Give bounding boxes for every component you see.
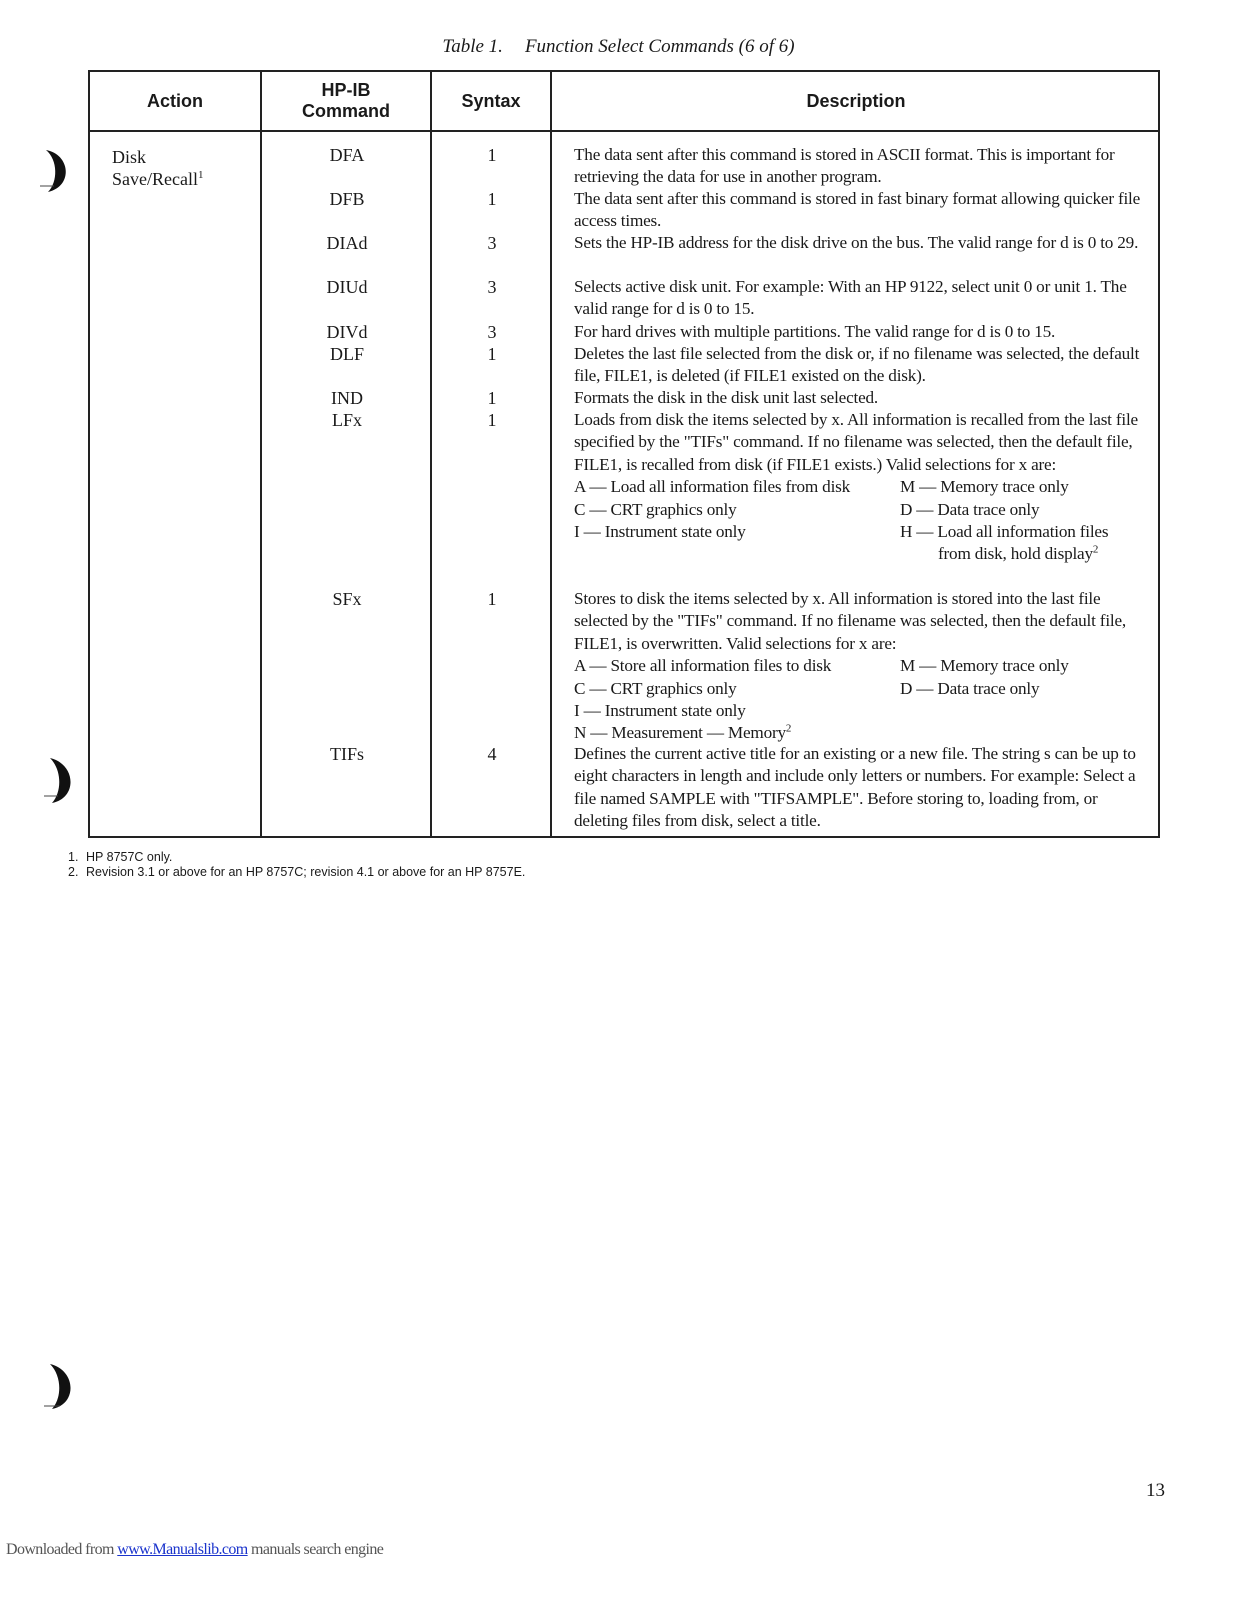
option-a: A — Load all information files from disk [574,477,851,497]
command-cell: DIUd [326,277,368,297]
table-caption [0,36,1237,58]
header-description: Description [806,90,906,111]
command-cell: DIAd [326,233,368,253]
description-cell [574,409,1154,566]
footnote-number: 2. [68,865,79,879]
action-cell [112,146,260,190]
footnote-1 [68,850,525,865]
option-h-footnote-ref: 2 [1092,543,1099,556]
option-m: M — Memory trace only [900,656,1069,676]
option-h-line2: from disk, hold display [938,544,1093,564]
header-hpib-line2: Command [301,101,390,121]
action-footnote-ref: 1 [197,169,204,181]
command-cell: DIVd [326,322,368,342]
option-i: I — Instrument state only [574,522,746,542]
syntax-cell: 3 [487,233,497,253]
column-divider [430,72,432,836]
command-cell: DFB [329,189,365,209]
option-n [574,722,900,744]
footnotes [68,850,525,880]
header-hpib-line1: HP-IB [321,80,371,100]
description-cell: Formats the disk in the disk unit last selected. [574,388,879,407]
syntax-cell: 1 [487,589,497,609]
header-action: Action [147,90,203,111]
selection-options [574,476,1154,566]
option-d: D — Data trace only [900,499,1040,519]
selection-options [574,655,1154,745]
option-n-footnote-ref: 2 [785,722,792,735]
footnote-number: 1. [68,850,79,864]
footnote-2 [68,865,525,880]
description-cell: For hard drives with multiple partitions. The valid range for d is 0 to 15. [574,322,1056,341]
footer-prefix: Downloaded from [6,1541,118,1558]
description-cell [574,588,1154,745]
command-cell: TIFs [329,744,364,764]
syntax-cell: 1 [487,344,497,364]
description-text: Stores to disk the items selected by x. All information is stored into the last file selected by the "TIFs" command. If no filename was selected, then the default file, FILE1, is overwritten. Valid selections for x are: [574,589,1127,653]
binder-hole-mark-icon [44,1362,78,1410]
action-line2: Save/Recall [112,169,198,189]
binder-hole-mark-icon [44,756,78,804]
option-i: I — Instrument state only [574,701,746,721]
syntax-cell: 3 [487,322,497,342]
command-cell: IND [331,388,363,408]
option-h [900,521,1150,566]
command-cell: LFx [331,410,362,430]
option-c: C — CRT graphics only [574,499,737,519]
header-hpib-command [262,72,430,130]
command-cell: SFx [332,589,362,609]
syntax-cell: 4 [487,744,497,764]
syntax-cell: 3 [487,277,497,297]
option-c: C — CRT graphics only [574,678,737,698]
syntax-cell: 1 [487,388,497,408]
page-number: 13 [1146,1480,1165,1501]
table-number: Table 1. [442,36,503,57]
description-cell: Defines the current active title for an existing or a new file. The string s can be up to eight characters in length and include only letters or numbers. For example: Select a file named SAMPLE with "TIFSAMPLE". Before storing to, loading from, or deleting files from disk, select a title. [574,744,1136,831]
option-d: D — Data trace only [900,678,1040,698]
option-a: A — Store all information files to disk [574,656,832,676]
manualslib-link[interactable]: www.Manualslib.com [117,1541,248,1558]
description-cell: Sets the HP-IB address for the disk drive on the bus. The valid range for d is 0 to 29. [574,233,1139,252]
option-m: M — Memory trace only [900,477,1069,497]
table-title: Function Select Commands (6 of 6) [524,36,795,57]
option-n-text: N — Measurement — Memory [574,723,786,743]
action-line1: Disk [112,147,147,167]
column-divider [260,72,262,836]
command-cell: DFA [329,145,365,165]
function-select-table [88,70,1160,838]
footnote-text: HP 8757C only. [86,850,173,864]
footnote-text: Revision 3.1 or above for an HP 8757C; revision 4.1 or above for an HP 8757E. [86,865,526,879]
command-cell: DLF [329,344,364,364]
syntax-cell: 1 [487,410,497,430]
footer-suffix: manuals search engine [247,1541,384,1558]
description-cell: Deletes the last file selected from the disk or, if no filename was selected, the default file, FILE1, is deleted (if FILE1 existed on the disk). [574,344,1140,386]
header-syntax: Syntax [461,90,521,111]
description-cell: Selects active disk unit. For example: With an HP 9122, select unit 0 or unit 1. The valid range for d is 0 to 15. [574,277,1127,319]
syntax-cell: 1 [487,145,497,165]
column-divider [550,72,552,836]
description-cell: The data sent after this command is stored in fast binary format allowing quicker file access times. [574,189,1141,231]
option-h-line1: H — Load all information files [900,522,1109,542]
syntax-cell: 1 [487,189,497,209]
header-divider [90,130,1158,132]
description-cell: The data sent after this command is stored in ASCII format. This is important for retrieving the data for use in another program. [574,145,1115,187]
download-footer [6,1541,383,1559]
description-text: Loads from disk the items selected by x. All information is recalled from the last file specified by the "TIFs" command. If no filename was selected, then the default file, FILE1, is recalled from disk (if FILE1 exists.) Valid selections for x are: [574,410,1138,474]
binder-hole-mark-icon [40,146,74,194]
